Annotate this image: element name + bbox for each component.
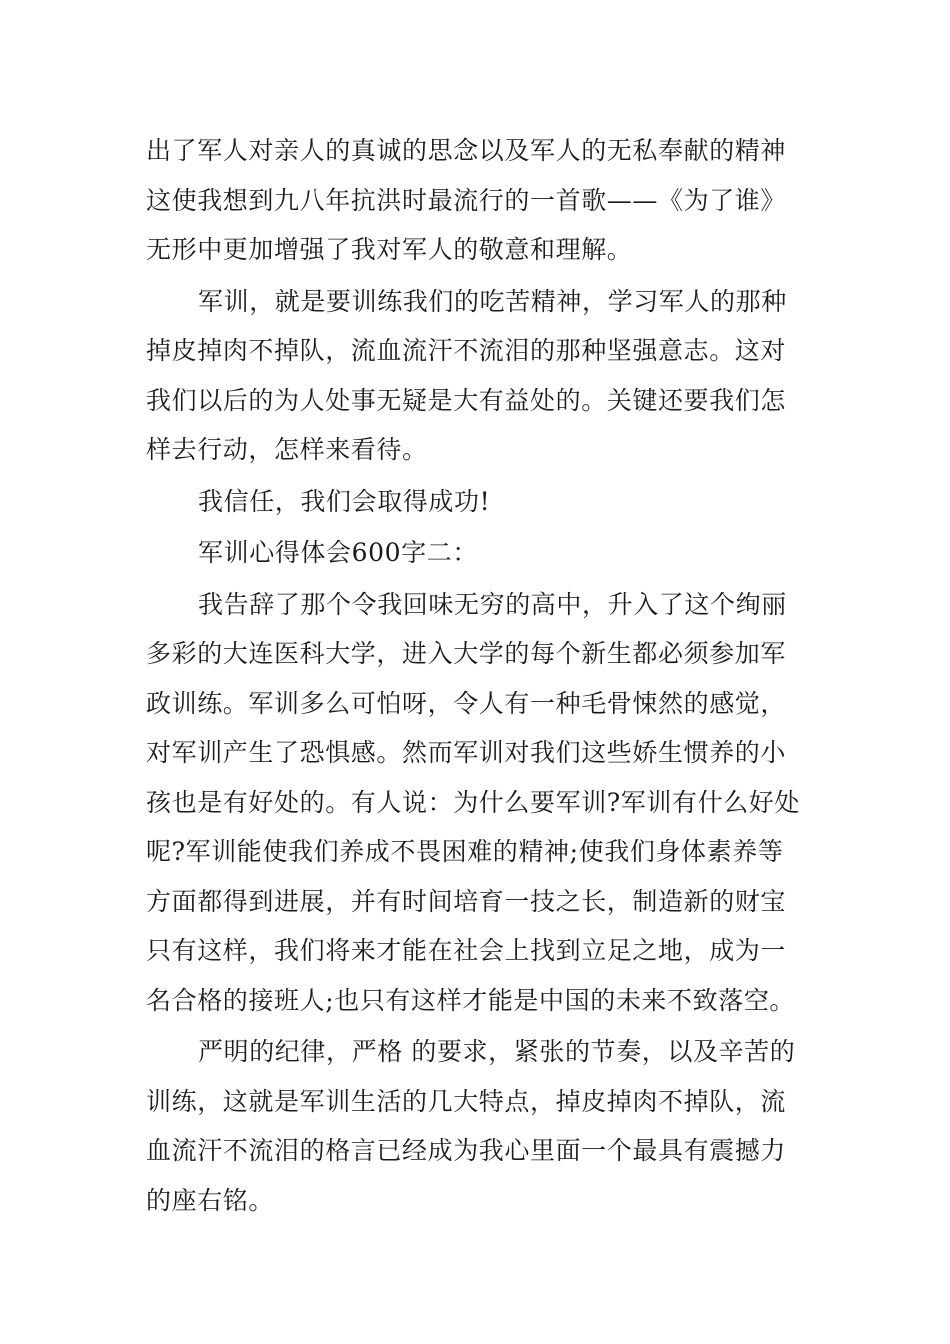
document-body: [146, 126, 810, 1227]
text-line: 这使我想到九八年抗洪时最流行的一首歌——《为了谁》: [146, 185, 787, 215]
text-line: 孩也是有好处的。有人说：为什么要军训?军训有什么好处: [146, 787, 801, 817]
section-heading: [146, 528, 810, 578]
text-line: 出了军人对亲人的真诚的思念以及军人的无私奉献的精神: [146, 136, 787, 165]
text-line: 血流汗不流泪的格言已经成为我心里面一个最具有震撼力: [146, 1136, 787, 1165]
text-line: 严明的纪律，严格 的要求，紧张的节奏，以及辛苦的: [198, 1037, 796, 1066]
text-line: 名合格的接班人;也只有这样才能是中国的未来不致落空。: [146, 985, 796, 1015]
text-line: 政训练。军训多么可怕呀，令人有一种毛骨悚然的感觉，: [146, 688, 787, 718]
text-line: 我告辞了那个令我回味无穷的高中，升入了这个绚丽: [198, 589, 787, 619]
text-line: 军训，就是要训练我们的吃苦精神，学习军人的那种: [198, 286, 787, 316]
text-line: 军训心得体会600字二：: [198, 538, 478, 567]
text-line: 样去行动，怎样来看待。: [146, 435, 428, 464]
text-line: 多彩的大连医科大学，进入大学的每个新生都必须参加军: [146, 639, 787, 668]
text-line: 无形中更加增强了我对军人的敬意和理解。: [146, 235, 633, 264]
text-line: 我们以后的为人处事无疑是大有益处的。关键还要我们怎: [146, 385, 787, 415]
text-line: 我信任，我们会取得成功!: [198, 486, 491, 516]
paragraph-5: [146, 580, 810, 1026]
text-line: 的座右铭。: [146, 1185, 275, 1215]
text-line: 方面都得到进展，并有时间培育一技之长，制造新的财宝: [146, 886, 787, 916]
paragraph-6: [146, 1027, 810, 1225]
text-line: 训练，这就是军训生活的几大特点，掉皮掉肉不掉队，流: [146, 1086, 787, 1116]
text-line: 呢?军训能使我们养成不畏困难的精神;使我们身体素养等: [146, 837, 784, 866]
paragraph-3: [146, 477, 810, 527]
paragraph-2: [146, 277, 810, 475]
text-line: 只有这样，我们将来才能在社会上找到立足之地，成为一: [146, 936, 787, 965]
paragraph-1: [146, 126, 810, 275]
text-line: 掉皮掉肉不掉队，流血流汗不流泪的那种坚强意志。这对: [146, 336, 787, 365]
text-line: 对军训产生了恐惧感。然而军训对我们这些娇生惯养的小: [146, 738, 787, 767]
